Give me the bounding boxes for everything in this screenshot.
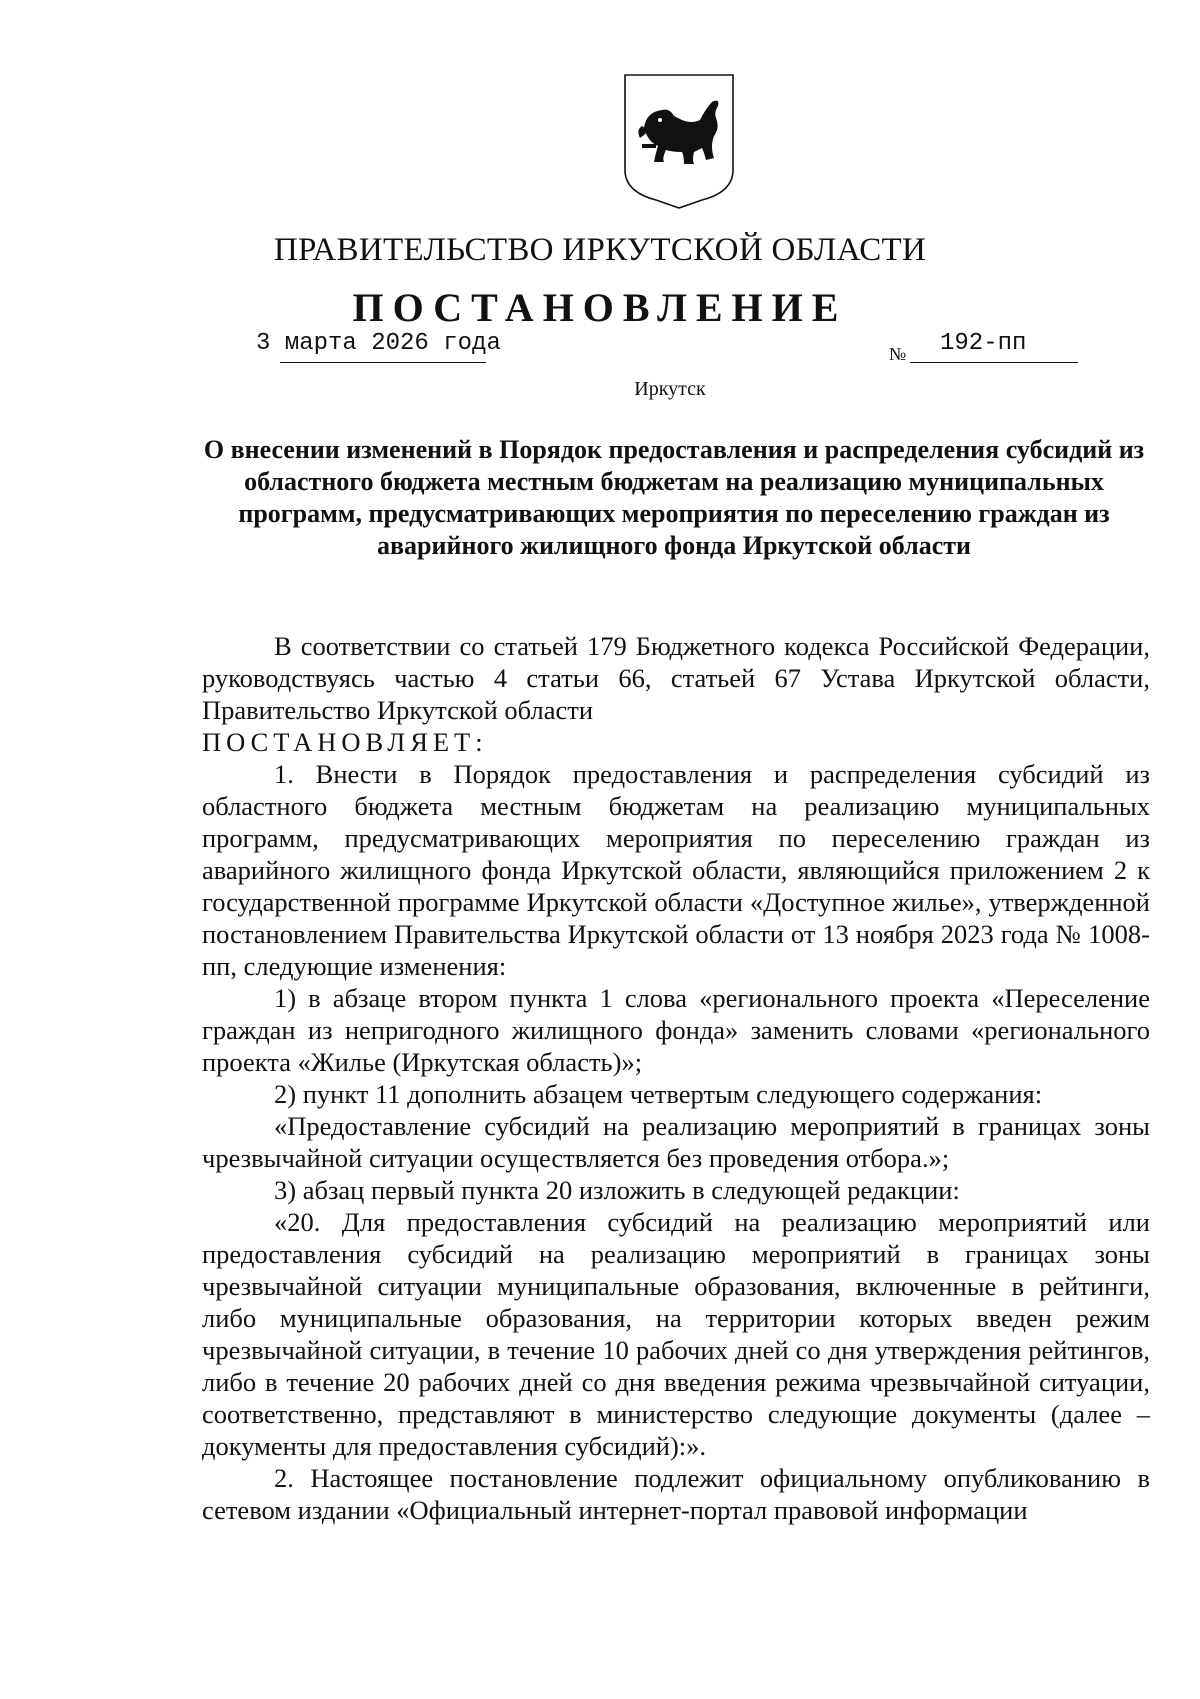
organization-name: ПРАВИТЕЛЬСТВО ИРКУТСКОЙ ОБЛАСТИ — [273, 232, 927, 268]
document-number: 192-пп — [940, 330, 1027, 357]
body-paragraph: 2. Настоящее постановление подлежит официальному опубликованию в сетевом издании «Официальный интернет-портал правовой информации — [202, 1463, 1150, 1525]
document-body — [202, 630, 1150, 1526]
document-title: О внесении изменений в Порядок предоставления и распределения субсидий из областного бюджета местным бюджетам на реализацию муниципальных программ, предусматривающих мероприятия по переселению граждан из аварийного жилищного фонда Иркутской области — [203, 435, 1145, 560]
irkutsk-babr-coat-of-arms-icon — [622, 72, 736, 212]
resolves-heading: ПОСТАНОВЛЯЕТ: — [202, 727, 488, 757]
document-type: ПОСТАНОВЛЕНИЕ — [352, 285, 848, 330]
body-paragraph: 2) пункт 11 дополнить абзацем четвертым следующего содержания: — [274, 1079, 1043, 1109]
body-paragraph: «Предоставление субсидий на реализацию мероприятий в границах зоны чрезвычайной ситуации осуществляется без проведения отбора.»; — [202, 1111, 1150, 1173]
body-paragraph: 3) абзац первый пункта 20 изложить в следующей редакции: — [274, 1175, 960, 1205]
body-paragraph: «20. Для предоставления субсидий на реализацию мероприятий или предоставления субсидий на реализацию мероприятий в границах зоны чрезвычайной ситуации муниципальные образования, включенные в рейтинги, либо муниципальные образования, на территории которых введен режим чрезвычайной ситуации, в течение 10 рабочих дней со дня утверждения рейтингов, либо в течение 20 рабочих дней со дня введения режима чрезвычайной ситуации, соответственно, представляют в министерство следующие документы (далее – документы для предоставления субсидий):». — [202, 1207, 1150, 1461]
number-underline — [910, 362, 1078, 363]
number-sign: № — [889, 344, 907, 364]
date-underline — [280, 362, 486, 363]
city-name: Иркутск — [634, 378, 706, 400]
body-paragraph: 1) в абзаце втором пункта 1 слова «регионального проекта «Переселение граждан из непригодного жилищного фонда» заменить словами «регионального проекта «Жилье (Иркутская область)»; — [202, 983, 1150, 1077]
preamble-paragraph: В соответствии со статьей 179 Бюджетного кодекса Российской Федерации, руководствуясь частью 4 статьи 66, статьей 67 Устава Иркутской области, Правительство Иркутской области — [202, 631, 1150, 725]
body-paragraph: 1. Внести в Порядок предоставления и распределения субсидий из областного бюджета местным бюджетам на реализацию муниципальных программ, предусматривающих мероприятия по переселению граждан из аварийного жилищного фонда Иркутской области, являющийся приложением 2 к государственной программе Иркутской области «Доступное жилье», утвержденной постановлением Правительства Иркутской области от 13 ноября 2023 года № 1008-пп, следующие изменения: — [202, 759, 1150, 981]
document-date: 3 марта 2026 года — [256, 330, 501, 357]
